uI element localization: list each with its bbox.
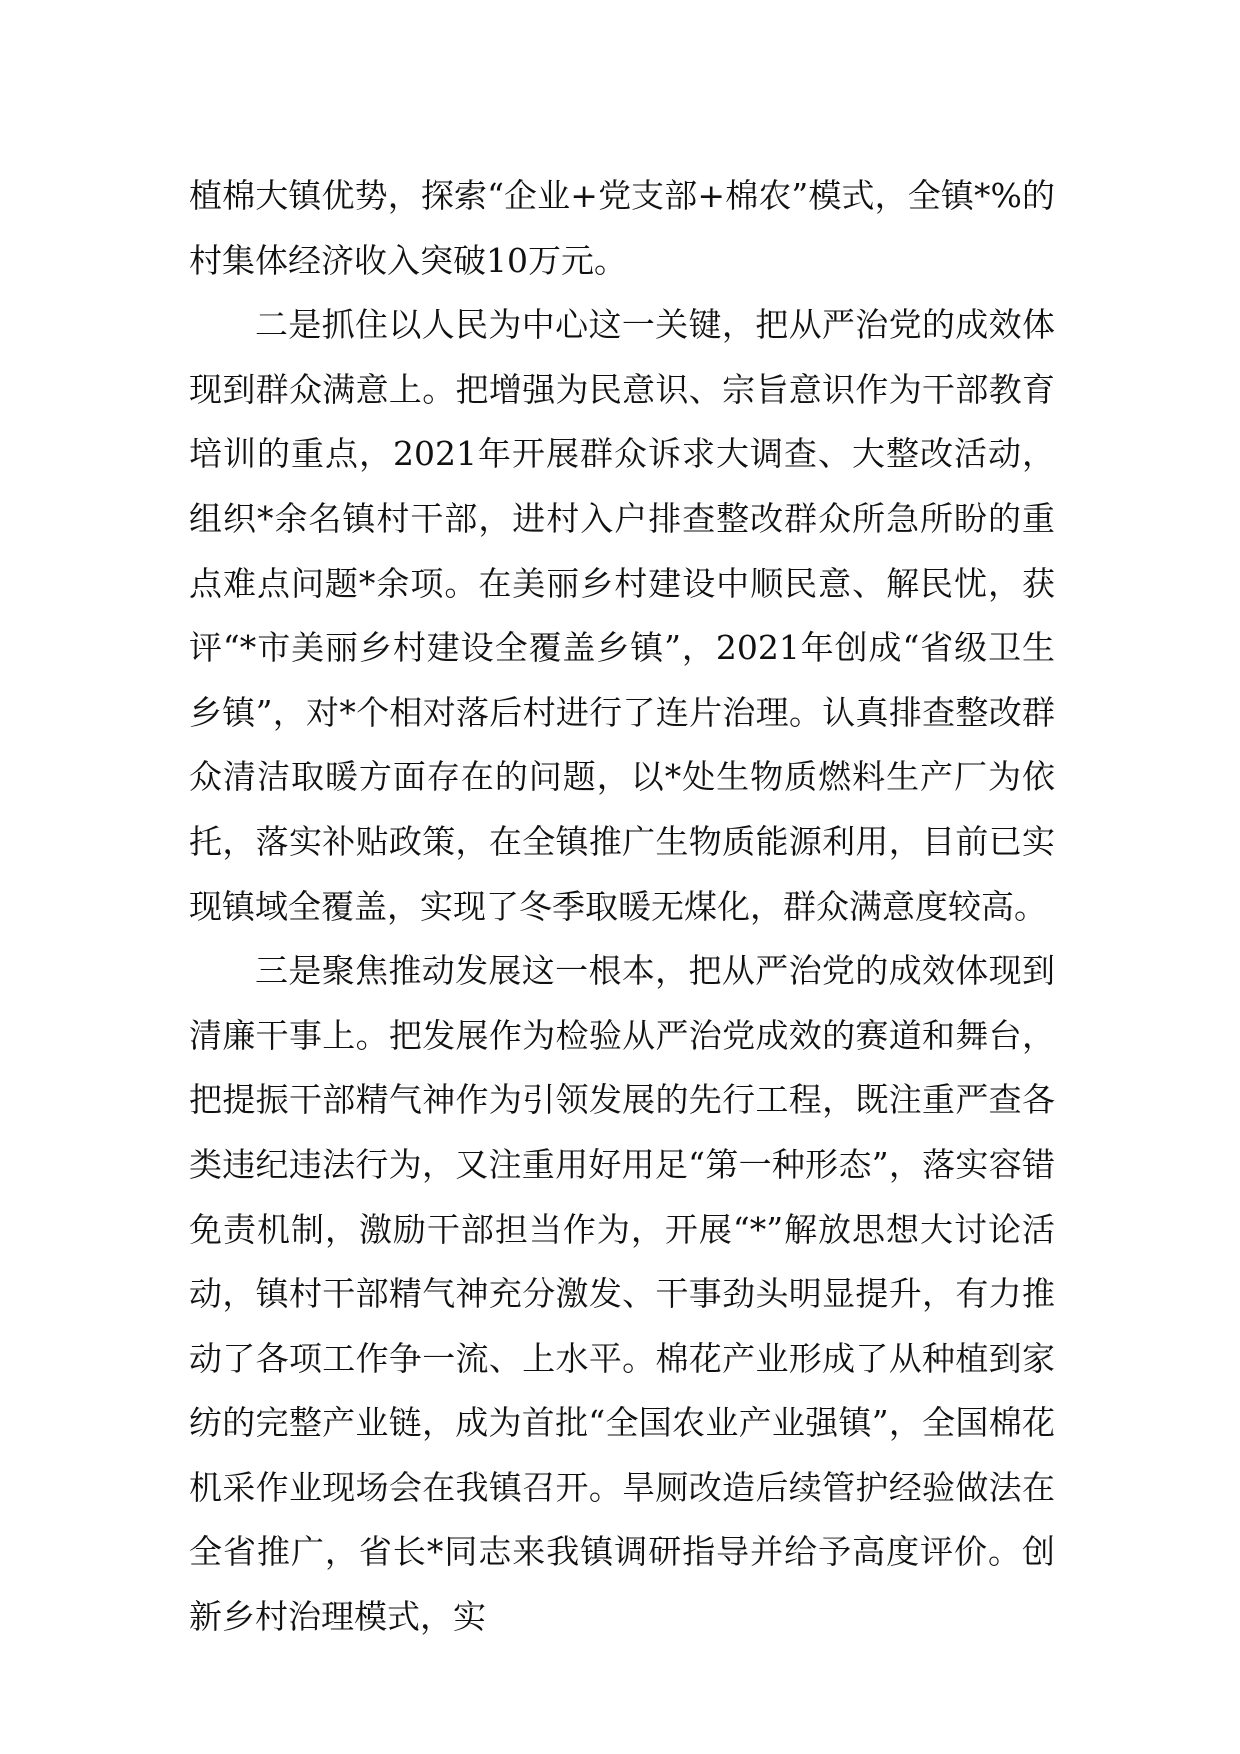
paragraph-point-two: 二是抓住以人民为中心这一关键，把从严治党的成效体现到群众满意上。把增强为民意识、宗旨意识作为干部教育培训的重点，2021年开展群众诉求大调查、大整改活动，组织*余名镇村干部，进村入户排查整改群众所急所盼的重点难点问题*余项。在美丽乡村建设中顺民意、解民忧，获评“*市美丽乡村建设全覆盖乡镇”，2021年创成“省级卫生乡镇”，对*个相对落后村进行了连片治理。认真排查整改群众清洁取暖方面存在的问题，以*处生物质燃料生产厂为依托，落实补贴政策，在全镇推广生物质能源利用，目前已实现镇域全覆盖，实现了冬季取暖无煤化，群众满意度较高。 <box>189 305 1055 926</box>
body-text <box>189 164 1055 1650</box>
paragraph-point-three: 三是聚焦推动发展这一根本，把从严治党的成效体现到清廉干事上。把发展作为检验从严治党成效的赛道和舞台，把提振干部精气神作为引领发展的先行工程，既注重严查各类违纪违法行为，又注重用好用足“第一种形态”，落实容错免责机制，激励干部担当作为，开展“*”解放思想大讨论活动，镇村干部精气神充分激发、干事劲头明显提升，有力推动了各项工作争一流、上水平。棉花产业形成了从种植到家纺的完整产业链，成为首批“全国农业产业强镇”，全国棉花机采作业现场会在我镇召开。旱厕改造后续管护经验做法在全省推广，省长*同志来我镇调研指导并给予高度评价。创新乡村治理模式，实 <box>189 951 1055 1637</box>
paragraph-continuation: 植棉大镇优势，探索“企业+党支部+棉农”模式，全镇*%的村集体经济收入突破10万元。 <box>189 176 1055 280</box>
